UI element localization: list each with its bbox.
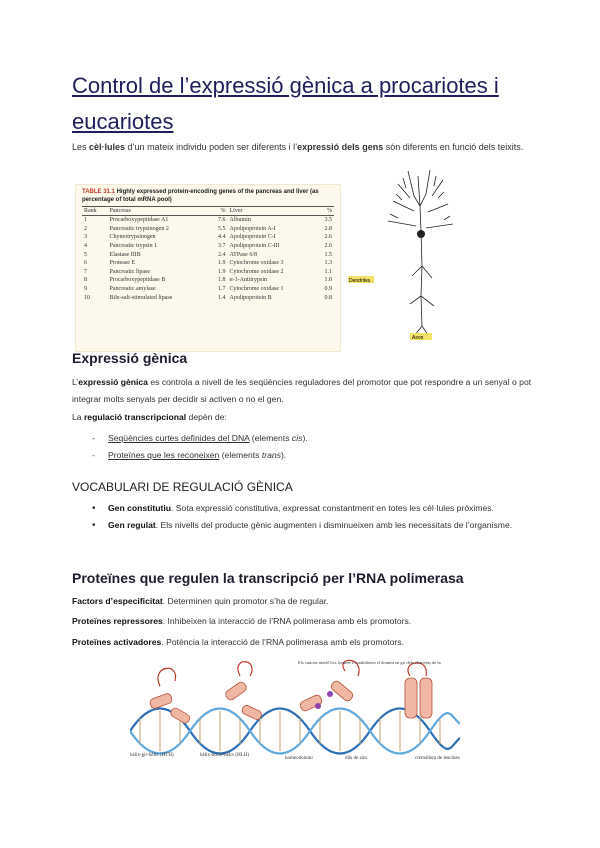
table-cell: 3.5 (324, 217, 332, 224)
table-cell: 6 (84, 260, 87, 267)
table-cell: Pancreatic trypsin 1 (109, 243, 158, 250)
table-header-cell: % (316, 207, 334, 216)
intro-paragraph: Les cèl·lules d’un mateix individu poden ser diferents i l’expressió dels gens són diferents en funció dels teixits. (72, 142, 524, 152)
table-cell: Albumin (229, 217, 251, 224)
vocabulary-list (92, 500, 532, 534)
table-cell: 1 (84, 217, 87, 224)
table-cell: 1.9 (218, 260, 226, 267)
table-cell: Cytochrome oxidase 2 (229, 268, 284, 275)
paragraph-activadores: Proteïnes activadores. Potència la interacció de l’RNA polimerasa amb els promotors. (72, 637, 404, 647)
table-cell: 1.7 (218, 286, 226, 293)
paragraph-repressores: Proteïnes repressores. Inhibeixen la interacció de l’RNA polimerasa amb els promotors. (72, 616, 412, 626)
paragraph-expressio: L’expressió gènica es controla a nivell de les seqüències reguladores del promotor que pot respondre a un senyal o pot integrar molts senyals per decidir si activen o no el gen. (72, 377, 532, 404)
table-cell: Bile-salt-stimulated lipase (109, 294, 173, 301)
table-cell: 1.9 (218, 268, 226, 275)
list-item: - Proteïnes que les reconeixen (elements trans). (92, 450, 287, 460)
table-cell: 2.4 (218, 251, 226, 258)
paragraph-factors: Factors d’especificitat. Determinen quin promotor s’ha de regular. (72, 596, 329, 606)
table-cell: 1.0 (324, 277, 332, 284)
list-item: • Gen constitutiu. Sota expressió constitutiva, expressat constantment en totes les cèl·lules pròximes. (92, 503, 494, 514)
table-cell: Protease E (109, 260, 136, 267)
gene-expression-table (82, 206, 334, 302)
table-cell: 8 (84, 277, 87, 284)
table-header-cell: Liver (228, 207, 317, 216)
dna-binding-motifs-figure (130, 656, 460, 766)
table-row (82, 242, 334, 251)
table-header-cell: Pancreas (108, 207, 210, 216)
table-cell: 7 (84, 268, 87, 275)
table-cell: 2.8 (324, 225, 332, 232)
table-row (82, 259, 334, 268)
table-cell: 5 (84, 251, 87, 258)
table-cell: Apolipoprotein C-I (229, 234, 276, 241)
table-header-cell: Rank (82, 207, 108, 216)
table-cell: 0.8 (324, 294, 332, 301)
table-cell: Pancreatic lipase (109, 268, 151, 275)
heading-vocabulari: VOCABULARI DE REGULACIÓ GÈNICA (72, 480, 293, 494)
table-row (82, 225, 334, 234)
figure-label-homeodomain: homeodomini (285, 756, 313, 761)
table-row (82, 293, 334, 302)
table-cell: 9 (84, 286, 87, 293)
figure-label-hth: hèlix-gir-hèlix (HTH) (130, 753, 174, 758)
figure-note: Els cations metàl·lics formen o estabilitzen el domini en gir dels elements de la (298, 660, 441, 665)
table-cell: Cytochrome oxidase 1 (229, 286, 284, 293)
neuron-label-dendrites: Dendrites (349, 278, 371, 284)
table-cell: Pancreatic amylase (109, 286, 156, 293)
table-cell: ATPase 6/8 (229, 251, 258, 258)
table-cell: 4 (84, 243, 87, 250)
table-cell: Cytochrome oxidase 3 (229, 260, 284, 267)
table-cell: Chymotrypsinogen (109, 234, 156, 241)
table-cell: 1.4 (218, 294, 226, 301)
table-cell: 2 (84, 225, 87, 232)
table-cell: Apolipoprotein C-III (229, 243, 280, 250)
table-cell: Procarboxypeptidase A1 (109, 217, 169, 224)
table-cell: Apolipoprotein B (229, 294, 272, 301)
table-cell: 3 (84, 234, 87, 241)
table-row (82, 233, 334, 242)
gene-expression-table-image (75, 184, 341, 352)
table-row (82, 276, 334, 285)
figure-label-leucine-zipper: cremallera de leucines (415, 756, 460, 761)
table-cell: 1.3 (324, 260, 332, 267)
table-cell: 0.9 (324, 286, 332, 293)
heading-proteines: Proteïnes que regulen la transcripció per l’RNA polimerasa (72, 570, 464, 586)
table-cell: 4.4 (218, 234, 226, 241)
page-title: Control de l’expressió gènica a procariotes i eucariotes (72, 73, 499, 134)
table-cell: 3.7 (218, 243, 226, 250)
paragraph-regulacio: La regulació transcripcional depèn de: (72, 412, 227, 422)
table-row (82, 285, 334, 294)
table-cell: Apolipoprotein A-I (229, 225, 276, 232)
table-cell: 2.6 (324, 234, 332, 241)
table-cell: 1.8 (218, 277, 226, 284)
table-cell: Procarboxypeptidase B (109, 277, 166, 284)
table-row (82, 268, 334, 277)
heading-expressio-genica: Expressió gènica (72, 350, 188, 366)
neuron-soma (417, 230, 425, 238)
neuron-label-axon: Axon (412, 335, 424, 341)
table-row (82, 250, 334, 259)
table-cell: 5.5 (218, 225, 226, 232)
table-cell: 1.5 (324, 251, 332, 258)
table-cell: Pancreatic trypsinogen 2 (109, 225, 169, 232)
list-item: • Gen regulat. Els nivells del producte gènic augmenten i disminueixen amb les necessitats de l’organisme. (92, 520, 513, 531)
table-cell: 10 (84, 294, 90, 301)
neuron-illustration (348, 166, 498, 346)
table-header-cell: % (210, 207, 228, 216)
table-cell: Elastase IIIB (109, 251, 141, 258)
table-cell: 2.6 (324, 243, 332, 250)
table-cell: 1.1 (324, 268, 332, 275)
figure-label-hlh: hèlix-bucle-hèlix (HLH) (200, 753, 250, 758)
table-caption: TABLE 31.1 Highly expressed protein-encoding genes of the pancreas and liver (as percentage of total mRNA pool) (82, 189, 319, 203)
regulation-list (92, 430, 532, 464)
figure-label-zinc-fingers: dits de zinc (345, 756, 368, 761)
table-row (82, 216, 334, 225)
table-cell: α-1-Antitrypsin (229, 277, 267, 284)
table-cell: 7.6 (218, 217, 226, 224)
list-item: - Seqüències curtes definides del DNA (elements cis). (92, 433, 308, 443)
